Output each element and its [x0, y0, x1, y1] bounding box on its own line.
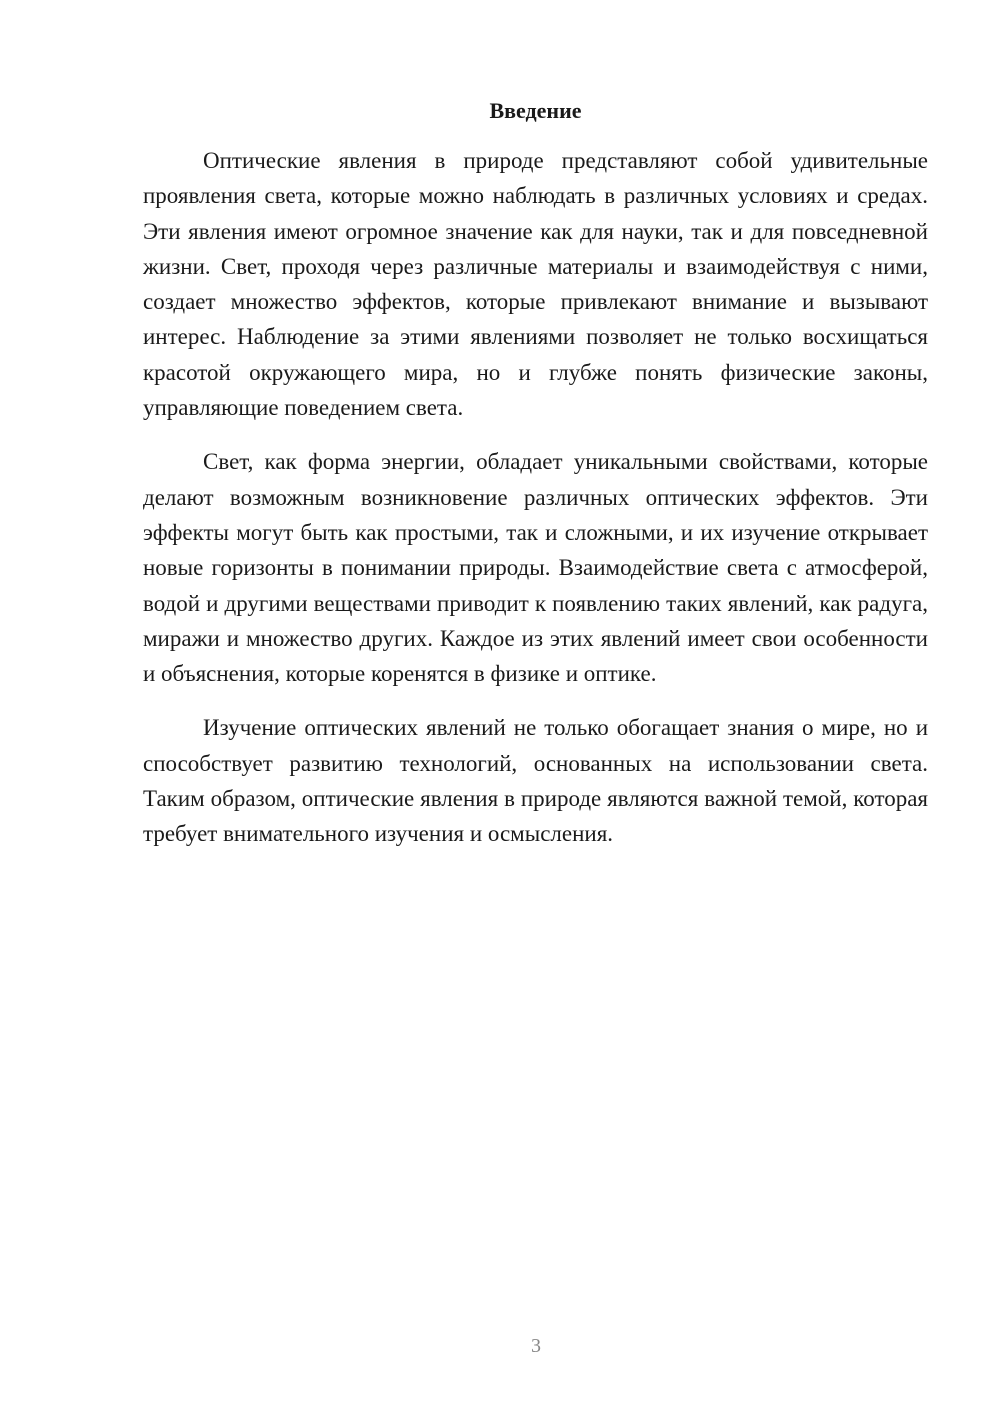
paragraph-1: Оптические явления в природе представляют собой удивительные проявления света, которые можно наблюдать в различных условиях и средах. Эти явления имеют огромное значение как для науки, так и для повседневной жизни. Свет, проходя через различные материалы и взаимодействуя с ними, создает множество эффектов, которые привлекают внимание и вызывают интерес. Наблюдение за этими явлениями позволяет не только восхищаться красотой окружающего мира, но и глубже понять физические законы, управляющие поведением света.	[143, 148, 928, 421]
paragraph-3: Изучение оптических явлений не только обогащает знания о мире, но и способствует развитию технологий, основанных на использовании света. Таким образом, оптические явления в природе являются важной темой, которая требует внимательного изучения и осмысления.	[143, 715, 928, 847]
page-number: 3	[531, 1335, 541, 1357]
section-heading: Введение	[489, 98, 582, 123]
body-text	[143, 143, 928, 871]
paragraph-2: Свет, как форма энергии, обладает уникальными свойствами, которые делают возможным возникновение различных оптических эффектов. Эти эффекты могут быть как простыми, так и сложными, и их изучение открывает новые горизонты в понимании природы. Взаимодействие света с атмосферой, водой и другими веществами приводит к появлению таких явлений, как радуга, миражи и множество других. Каждое из этих явлений имеет свои особенности и объяснения, которые коренятся в физике и оптике.	[143, 449, 928, 687]
